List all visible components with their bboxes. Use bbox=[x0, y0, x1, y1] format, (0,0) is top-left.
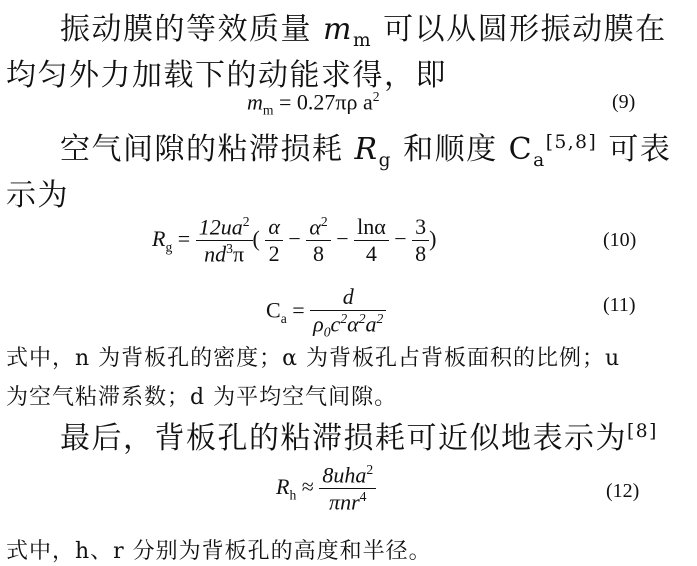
var-m-sub: m bbox=[353, 30, 373, 51]
eq9-rhs-sup: 2 bbox=[372, 89, 380, 104]
para2-text-b: 和顺度 bbox=[392, 132, 509, 167]
para5-line1: 式中，h、r 分别为背板孔的高度和半径。 bbox=[6, 539, 432, 564]
equation-number-12: (12) bbox=[606, 480, 640, 502]
equation-number-9: (9) bbox=[612, 91, 636, 113]
var-C-sub: a bbox=[533, 150, 546, 171]
citation-5-8: [5,8] bbox=[545, 132, 598, 153]
var-R: R bbox=[354, 132, 379, 167]
eq9-rhs: = 0.27πρ a bbox=[279, 89, 373, 115]
citation-8: [8] bbox=[627, 421, 658, 442]
eq10-term-2: $\frac{\alpha^2}{8}$ bbox=[306, 214, 330, 267]
para3-line1: 式中，n 为背板孔的密度；α 为背板孔占背板面积的比例；u bbox=[6, 346, 621, 371]
para3-line2: 为空气粘滞系数；d 为平均空气间隙。 bbox=[6, 385, 398, 410]
eq10-minus-3: − bbox=[394, 225, 407, 251]
eq11-lhs: C bbox=[266, 297, 281, 323]
para1-line1 bbox=[60, 4, 667, 51]
eq12-lhs-sub: h bbox=[289, 487, 297, 503]
para4-text: 最后，背板孔的粘滞损耗可近似地表示为 bbox=[60, 421, 627, 456]
equation-12 bbox=[276, 462, 376, 516]
para4-line1 bbox=[60, 413, 658, 457]
eq9-lhs: m bbox=[247, 89, 263, 115]
para2-text-c: 可表 bbox=[597, 132, 672, 167]
eq10-paren-open: ( bbox=[252, 225, 260, 251]
eq11-equals: = bbox=[292, 297, 305, 323]
para1-text-b: 可以从圆形振动膜在 bbox=[372, 12, 667, 47]
eq9-lhs-sub: m bbox=[262, 102, 274, 118]
para1-line2: 均匀外力加载下的动能求得，即 bbox=[6, 58, 447, 93]
para2-line2: 示为 bbox=[6, 178, 69, 213]
eq10-term-4: $\frac{3}{8}$ bbox=[412, 214, 429, 267]
eq10-lhs: R bbox=[152, 225, 166, 251]
equation-11 bbox=[266, 284, 386, 341]
equation-number-10: (10) bbox=[603, 229, 637, 251]
equation-9 bbox=[247, 89, 380, 119]
eq11-fraction: $\frac{d}{\rho_0c^2\alpha^2a^2}$ bbox=[310, 284, 386, 341]
eq12-fraction: $\frac{8uha^2}{\pi nr^4}$ bbox=[319, 462, 376, 516]
equation-10 bbox=[152, 214, 437, 268]
var-C: C bbox=[508, 132, 534, 167]
eq10-paren-close: ) bbox=[429, 225, 437, 251]
eq11-lhs-sub: a bbox=[280, 310, 287, 326]
para2-text-a: 空气间隙的粘滞损耗 bbox=[60, 132, 355, 167]
eq10-term-3: $\frac{\ln\alpha}{4}$ bbox=[354, 214, 389, 267]
eq10-term-1: $\frac{\alpha}{2}$ bbox=[265, 214, 283, 267]
eq10-fraction-main: $\frac{12ua^2}{nd^3\pi}$ bbox=[196, 214, 253, 268]
para2-line1 bbox=[60, 124, 671, 171]
eq10-equals: = bbox=[177, 225, 191, 251]
eq10-minus-1: − bbox=[288, 225, 301, 251]
eq10-minus-2: − bbox=[336, 225, 349, 251]
equation-number-11: (11) bbox=[603, 294, 636, 316]
eq10-lhs-sub: g bbox=[165, 239, 173, 255]
eq12-approx: ≈ bbox=[301, 473, 314, 499]
var-R-sub: g bbox=[378, 150, 393, 171]
var-m: m bbox=[323, 12, 353, 47]
eq12-lhs: R bbox=[276, 473, 290, 499]
para1-text-a: 振动膜的等效质量 bbox=[60, 12, 324, 47]
